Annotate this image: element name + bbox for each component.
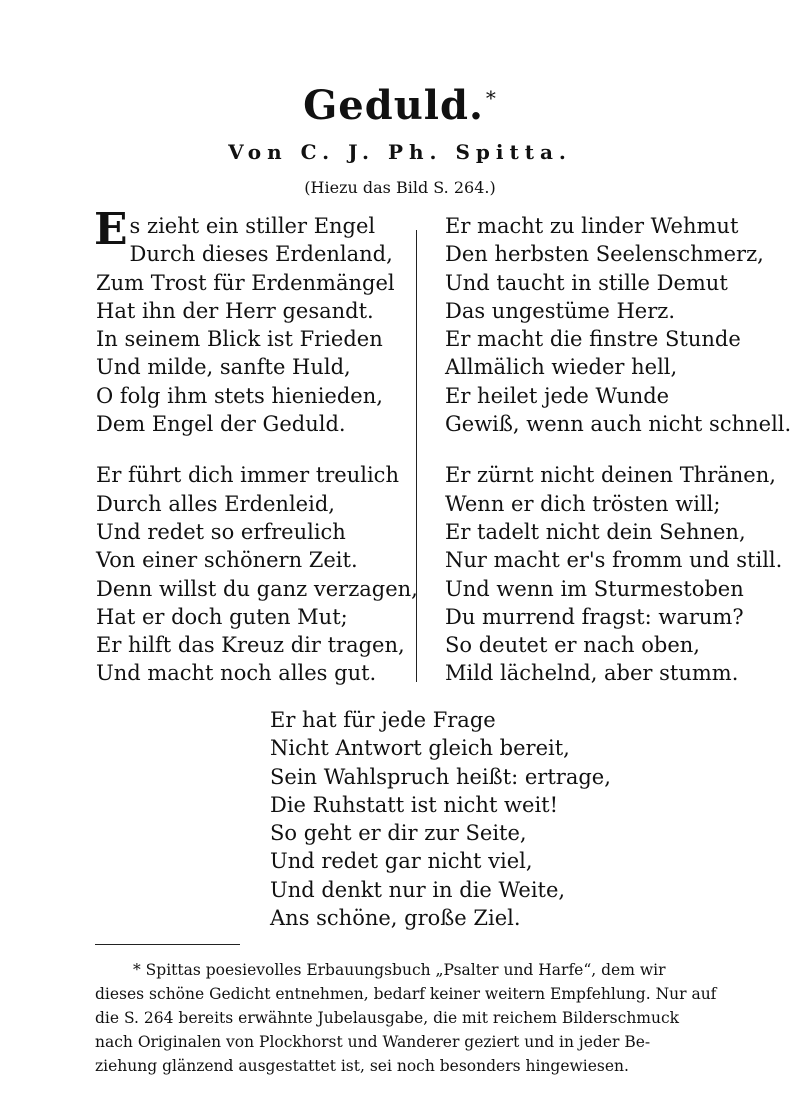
footnote xyxy=(95,958,740,1078)
poem-right-column xyxy=(445,212,791,711)
verse-line: Und denkt nur in die Weite, xyxy=(270,877,566,902)
footnote-line: dieses schöne Gedicht entnehmen, bedarf keiner weitern Empfehlung. Nur auf xyxy=(95,985,717,1003)
verse-line: Den herbsten Seelenschmerz, xyxy=(445,242,764,267)
footnote-marker: * xyxy=(485,85,497,110)
verse-line: Nur macht er's fromm und still. xyxy=(445,548,783,573)
author-line: Von C. J. Ph. Spitta. xyxy=(228,140,572,164)
verse-line: Und taucht in stille Demut xyxy=(445,270,728,295)
verse-line: Er macht zu linder Wehmut xyxy=(445,214,739,238)
verse-line: O folg ihm stets hienieden, xyxy=(96,383,383,408)
verse-line: Allmälich wieder hell, xyxy=(445,355,678,380)
poem-title xyxy=(0,82,800,129)
verse-text: s zieht ein stiller Engel xyxy=(129,214,376,238)
verse-line: Du murrend fragst: warum? xyxy=(445,604,744,629)
verse-line: Denn willst du ganz verzagen, xyxy=(96,576,418,601)
verse-line: Hat er doch guten Mut; xyxy=(96,604,348,629)
stanza-2 xyxy=(96,461,418,687)
verse-line: Er tadelt nicht dein Sehnen, xyxy=(445,519,746,544)
verse-line: Sein Wahlspruch heißt: ertrage, xyxy=(270,764,611,789)
verse-line: Nicht Antwort gleich bereit, xyxy=(270,736,570,761)
verse-line: Gewiß, wenn auch nicht schnell. xyxy=(445,412,792,437)
verse-line: Das ungestüme Herz. xyxy=(445,298,676,323)
poem-final-stanza xyxy=(270,706,611,955)
verse-line: Ans schöne, große Ziel. xyxy=(270,906,521,931)
verse-line: So geht er dir zur Seite, xyxy=(270,821,527,846)
poem-title-text: Geduld. xyxy=(303,82,484,129)
verse-line: Mild lächelnd, aber stumm. xyxy=(445,661,739,686)
column-divider xyxy=(416,230,417,682)
verse-line: Und milde, sanfte Huld, xyxy=(96,355,351,380)
verse-line: Er hilft das Kreuz dir tragen, xyxy=(96,633,405,658)
verse-line: Zum Trost für Erdenmängel xyxy=(96,270,395,295)
poem-left-column xyxy=(94,204,418,711)
verse-line: Durch dieses Erdenland, xyxy=(129,242,393,267)
verse-line: Er hat für jede Frage xyxy=(270,708,496,732)
verse-line: Und wenn im Sturmestoben xyxy=(445,576,744,601)
verse-line: Hat ihn der Herr gesandt. xyxy=(96,298,374,323)
verse-line: Und macht noch alles gut. xyxy=(96,661,377,686)
verse-line: Er macht die finstre Stunde xyxy=(445,327,741,352)
stanza-3 xyxy=(445,212,791,438)
drop-cap: E xyxy=(94,204,128,255)
stanza-4 xyxy=(445,461,791,687)
stanza-1 xyxy=(94,204,418,438)
verse-line: So deutet er nach oben, xyxy=(445,633,700,658)
verse-line: Er zürnt nicht deinen Thränen, xyxy=(445,463,776,488)
verse-line: Er führt dich immer treulich xyxy=(96,463,399,488)
stanza-5 xyxy=(270,706,611,932)
verse-line: In seinem Blick ist Frieden xyxy=(96,327,383,352)
footnote-rule xyxy=(95,944,240,945)
verse-line: Dem Engel der Geduld. xyxy=(96,412,346,437)
verse-line: Von einer schönern Zeit. xyxy=(96,548,358,573)
picture-reference: (Hiezu das Bild S. 264.) xyxy=(304,178,496,197)
verse-line: Und redet so erfreulich xyxy=(96,519,346,544)
footnote-line: * Spittas poesievolles Erbauungsbuch „Psalter und Harfe“, dem wir xyxy=(133,961,666,979)
verse-line: Und redet gar nicht viel, xyxy=(270,849,533,874)
verse-line: Durch alles Erdenleid, xyxy=(96,491,335,516)
footnote-line: nach Originalen von Plockhorst und Wanderer geziert und in jeder Be- xyxy=(95,1033,651,1051)
verse-line: Er heilet jede Wunde xyxy=(445,383,670,408)
footnote-line: ziehung glänzend ausgestattet ist, sei noch besonders hingewiesen. xyxy=(95,1057,629,1075)
footnote-line: die S. 264 bereits erwähnte Jubelausgabe, die mit reichem Bilderschmuck xyxy=(95,1009,680,1027)
verse-line: Die Ruhstatt ist nicht weit! xyxy=(270,792,559,817)
verse-line: Wenn er dich trösten will; xyxy=(445,491,721,516)
